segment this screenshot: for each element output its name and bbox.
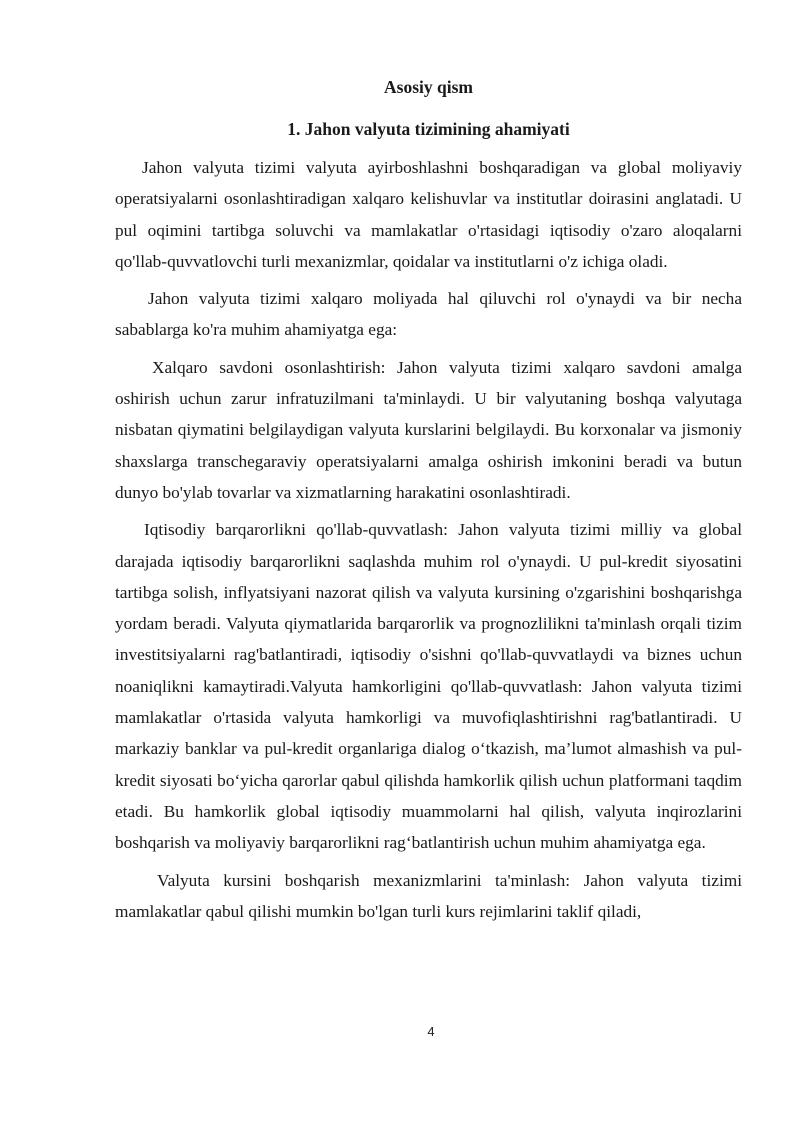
paragraph-importance: Jahon valyuta tizimi xalqaro moliyada hal qiluvchi rol o'ynaydi va bir necha sabablarga ko'ra muhim ahamiyatga ega: (115, 289, 742, 340)
paragraph-trade: Xalqaro savdoni osonlashtirish: Jahon valyuta tizimi xalqaro savdoni amalga oshirish uchun zarur infratuzilmani ta'minlaydi. U bir valyutaning boshqa valyutaga nisbatan qiymatini belgilaydigan valyuta kurslarini belgilaydi. Bu korxonalar va jismoniy shaxslarga transchegaraviy operatsiyalarni amalga oshirish imkonini beradi va butun dunyo bo'ylab tovarlar va xizmatlarning harakatini osonlashtiradi. (115, 357, 742, 502)
page-number: 4 (427, 1024, 435, 1039)
paragraph-exchange-rate: Valyuta kursini boshqarish mexanizmlarini ta'minlash: Jahon valyuta tizimi mamlakatlar qabul qilishi mumkin bo'lgan turli kurs rejimlarini taklif qiladi, (115, 870, 742, 921)
section-title: 1. Jahon valyuta tizimining ahamiyati (287, 119, 570, 139)
paragraph-intro: Jahon valyuta tizimi valyuta ayirboshlashni boshqaradigan va global moliyaviy operatsiyalarni osonlashtiradigan xalqaro kelishuvlar va institutlar doirasini anglatadi. U pul oqimini tartibga soluvchi va mamlakatlar o'rtasidagi iqtisodiy o'zaro aloqalarni qo'llab-quvvatlovchi turli mexanizmlar, qoidalar va institutlarni o'z ichiga oladi. (115, 158, 742, 271)
part-title: Asosiy qism (384, 77, 473, 97)
paragraph-stability: Iqtisodiy barqarorlikni qo'llab-quvvatlash: Jahon valyuta tizimi milliy va global darajada iqtisodiy barqarorlikni saqlashda muhim rol o'ynaydi. U pul-kredit siyosatini tartibga solish, inflyatsiyani nazorat qilish va valyuta kursining o'zgarishini boshqarishga yordam beradi. Valyuta qiymatlarida barqarorlik va prognozlilikni ta'minlash orqali tizim investitsiyalarni rag'batlantiradi, iqtisodiy o'sishni qo'llab-quvvatlaydi va biznes uchun noaniqlikni kamaytiradi.Valyuta hamkorligini qo'llab-quvvatlash: Jahon valyuta tizimi mamlakatlar o'rtasida valyuta hamkorligi va muvofiqlashtirishni rag'batlantiradi. U markaziy banklar va pul-kredit organlariga dialog o‘tkazish, ma’lumot almashish va pul-kredit siyosati bo‘yicha qarorlar qabul qilishda hamkorlik qilish uchun platformani taqdim etadi. Bu hamkorlik global iqtisodiy muammolarni hal qilish, valyuta inqirozlarini boshqarish va moliyaviy barqarorlikni rag‘batlantirish uchun muhim ahamiyatga ega. (115, 520, 742, 853)
document-page (115, 74, 742, 933)
